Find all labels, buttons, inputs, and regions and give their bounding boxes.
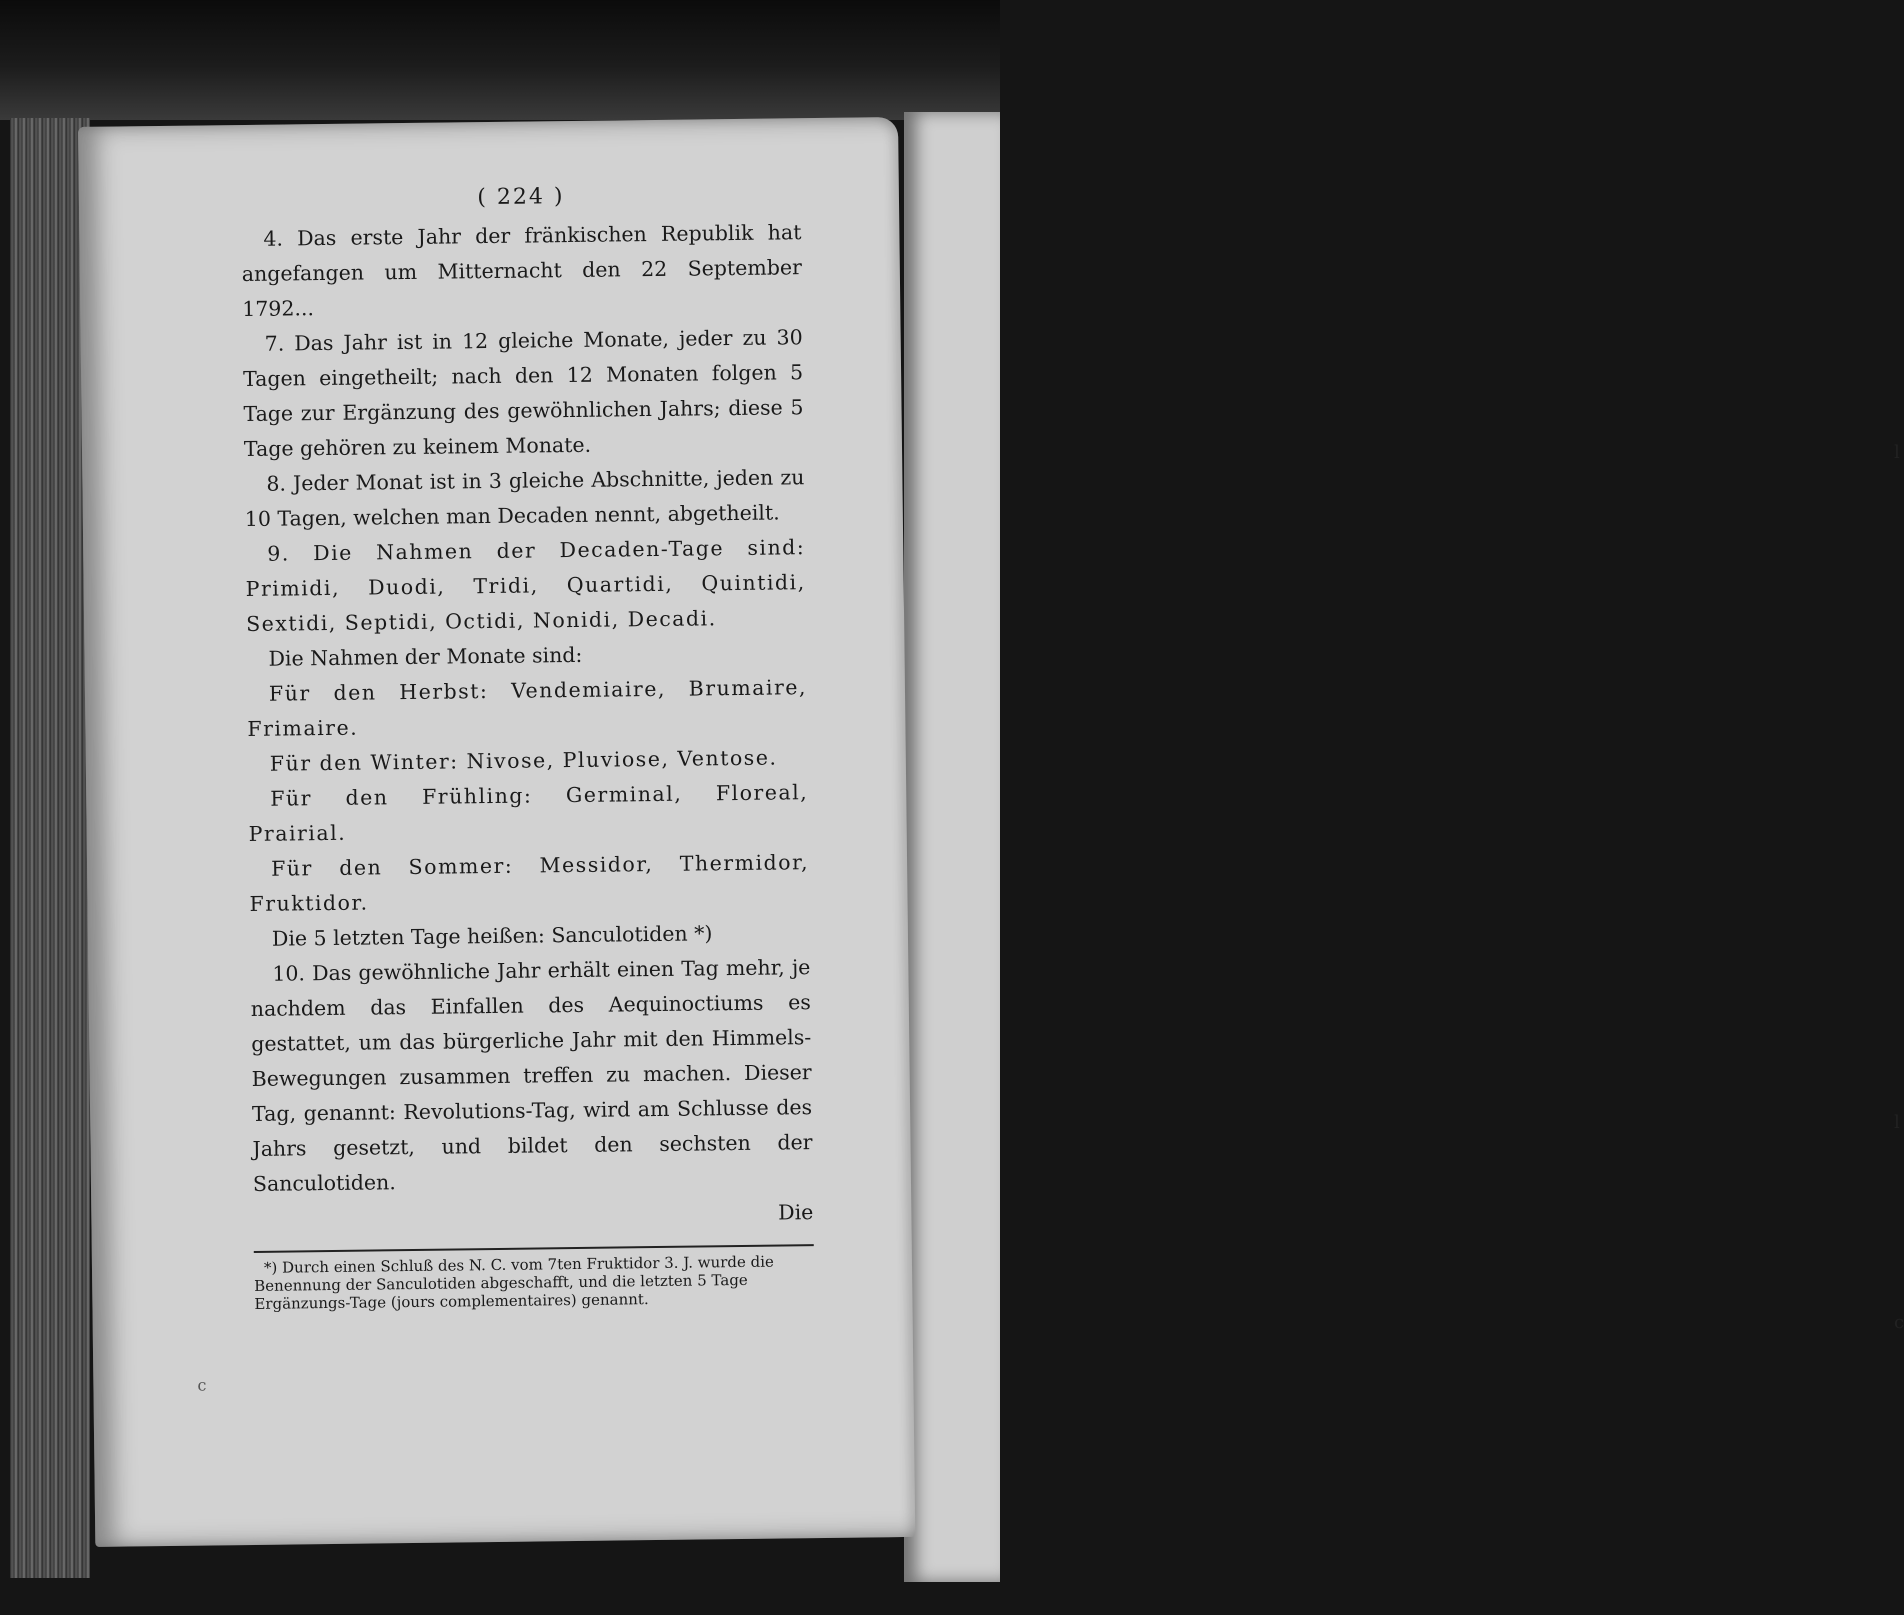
book-page (78, 117, 915, 1547)
margin-mark: c (197, 1375, 207, 1395)
book-top-edge (0, 0, 1000, 120)
article-9: 9. Die Nahmen der Decaden-Tage sind: Primidi, Duodi, Tridi, Quartidi, Quintidi, Sextidi, Septidi, Octidi, Nonidi, Decadi. (245, 535, 806, 636)
footnote-rule (254, 1244, 814, 1253)
footnote: *) Durch einen Schluß des N. C. vom 7ten Fruktidor 3. J. wurde die Benennung der Sanculotiden abgeschafft, und die letzten 5 Tage Ergänzungs-Tage (jours complementaires) genannt. (254, 1252, 774, 1313)
months-spring: Für den Frühling: Germinal, Floreal, Prairial. (248, 780, 809, 846)
sanculotides-line: Die 5 letzten Tage heißen: Sanculotiden *) (271, 921, 713, 951)
facing-page-glyph: l (1894, 442, 1900, 463)
stacked-page-edges (10, 118, 90, 1578)
page-number: ( 224 ) (477, 184, 565, 211)
month-names-heading: Die Nahmen der Monate sind: (268, 642, 583, 671)
article-8: 8. Jeder Monat ist in 3 gleiche Abschnitte, jeden zu 10 Tagen, welchen man Decaden nennt, abgetheilt. (244, 465, 805, 531)
facing-page-glyph: c (1894, 1312, 1904, 1333)
months-winter: Für den Winter: Nivose, Pluviose, Ventose. (269, 745, 778, 776)
article-7: 7. Das Jahr ist in 12 gleiche Monate, jeder zu 30 Tagen eingetheilt; nach den 12 Monaten folgen 5 Tage zur Ergänzung des gewöhnlichen Jahrs; diese 5 Tage gehören zu keinem Monate. (242, 325, 804, 462)
page-text-block (241, 176, 815, 1313)
article-10: 10. Das gewöhnliche Jahr erhält einen Tag mehr, je nachdem das Einfallen des Aequinoctiums es gestattet, um das bürgerliche Jahr mit den Himmels-Bewegungen zusammen treffen zu machen. Dieser Tag, genannt: Revolutions-Tag, wird am Schlusse des Jahrs gesetzt, und bildet den sechsten der Sanculotiden. (250, 955, 813, 1196)
article-4: 4. Das erste Jahr der fränkischen Republik hat angefangen um Mitternacht den 22 September 1792... (241, 220, 802, 322)
facing-page-glyph: l (1894, 1112, 1900, 1133)
catchword: Die (778, 1200, 814, 1225)
facing-page-edge (904, 112, 1904, 1582)
months-autumn: Für den Herbst: Vendemiaire, Brumaire, Frimaire. (247, 675, 808, 741)
months-summer: Für den Sommer: Messidor, Thermidor, Fruktidor. (249, 850, 810, 916)
